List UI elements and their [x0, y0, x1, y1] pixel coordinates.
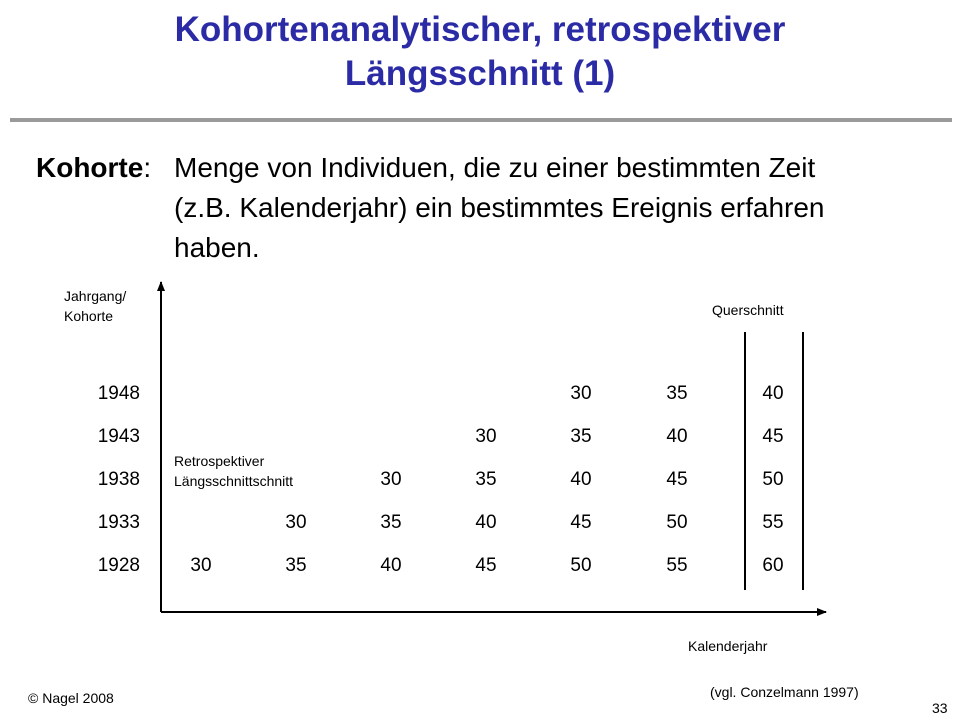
- table-cell: 55: [762, 512, 784, 533]
- definition-separator: :: [143, 152, 152, 183]
- table-cell: 35: [285, 555, 307, 576]
- definition-term: Kohorte: [36, 152, 144, 183]
- x-axis-label: Kalenderjahr: [688, 638, 768, 654]
- table-cell: 30: [570, 383, 592, 404]
- table-cell: 40: [666, 426, 688, 447]
- table-cell: 35: [380, 512, 402, 533]
- table-cell: 30: [380, 469, 402, 490]
- table-cell: 40: [570, 469, 592, 490]
- cohort-year-label: 1938: [97, 469, 140, 490]
- table-cell: 45: [666, 469, 688, 490]
- table-cell: 50: [666, 512, 688, 533]
- cohort-year-label: 1948: [97, 383, 140, 404]
- table-cell: 50: [762, 469, 784, 490]
- table-cell: 55: [666, 555, 688, 576]
- table-cell: 40: [762, 383, 784, 404]
- longitudinal-label-line1: Retrospektiver: [174, 453, 265, 469]
- definition-line3: haben.: [174, 232, 260, 263]
- table-cell: 40: [475, 512, 497, 533]
- page-number: 33: [932, 700, 948, 716]
- cohort-year-label: 1933: [97, 512, 140, 533]
- longitudinal-label-line2: Längsschnittschnitt: [174, 473, 294, 489]
- y-axis-label-line2: Kohorte: [64, 308, 114, 324]
- table-cell: 30: [285, 512, 307, 533]
- source-citation: (vgl. Conzelmann 1997): [710, 684, 859, 700]
- table-cell: 30: [190, 555, 212, 576]
- cross-section-label: Querschnitt: [712, 302, 784, 318]
- table-cell: 35: [475, 469, 497, 490]
- copyright-notice: © Nagel 2008: [28, 690, 114, 706]
- table-cell: 45: [762, 426, 784, 447]
- slide-title-line2: Längsschnitt (1): [344, 54, 616, 93]
- table-cell: 60: [762, 555, 784, 576]
- definition-line1: Menge von Individuen, die zu einer bestimmten Zeit: [174, 152, 816, 183]
- slide-title-line1: Kohortenanalytischer, retrospektiver: [174, 10, 786, 49]
- longitudinal-label: [174, 451, 293, 491]
- table-cell: 45: [475, 555, 497, 576]
- table-cell: 45: [570, 512, 592, 533]
- cohort-year-label: 1928: [97, 555, 140, 576]
- y-axis-label-line1: Jahrgang/: [64, 288, 127, 304]
- y-axis-label: [64, 286, 126, 326]
- table-cell: 35: [570, 426, 592, 447]
- cohort-year-label: 1943: [97, 426, 140, 447]
- table-cell: 40: [380, 555, 402, 576]
- definition-line2: (z.B. Kalenderjahr) ein bestimmtes Ereignis erfahren: [174, 192, 825, 223]
- table-cell: 50: [570, 555, 592, 576]
- table-cell: 30: [475, 426, 497, 447]
- table-cell: 35: [666, 383, 688, 404]
